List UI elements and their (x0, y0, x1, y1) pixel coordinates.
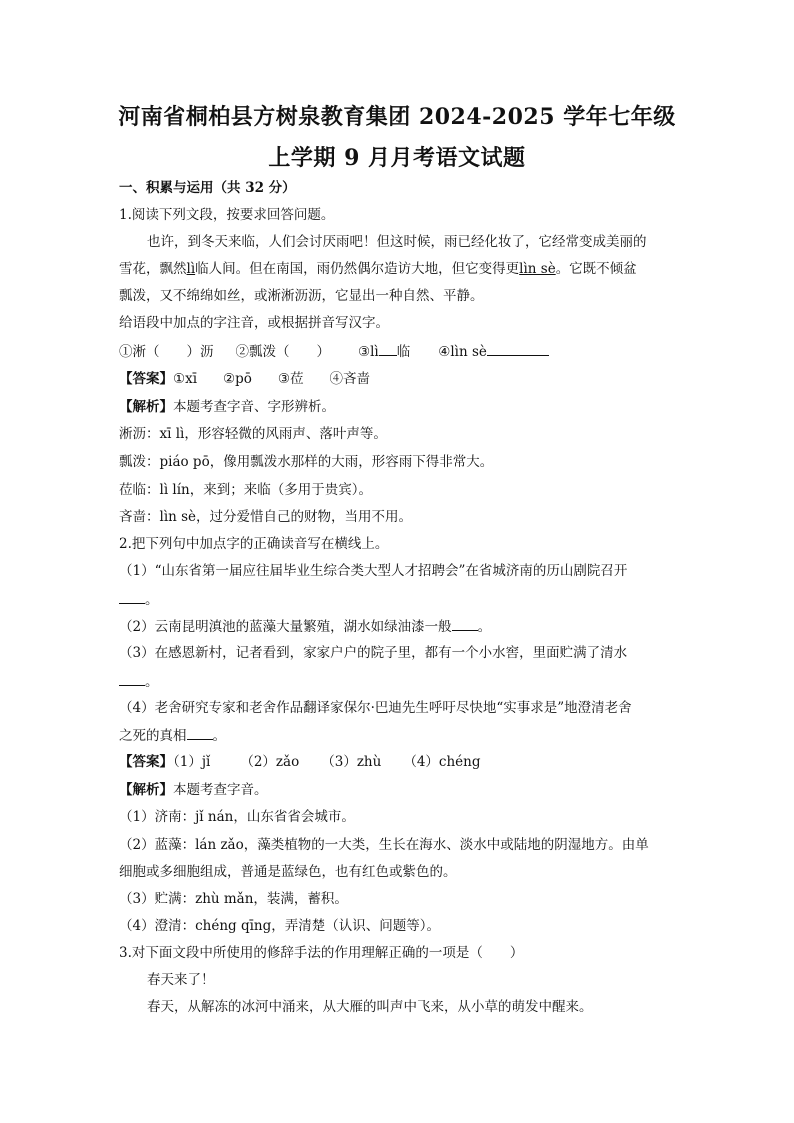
answer-3: （3）zhù (321, 754, 382, 770)
passage-text: 临人间。但在南国，雨仍然偶尔造访大地，但它变得更 (195, 261, 520, 277)
q2-stem: 2.把下列句中加点字的正确读音写在横线上。 (119, 536, 389, 552)
q2-answer (119, 753, 679, 771)
q3-passage-line2: 春天，从解冻的冰河中涌来，从大雁的叫声中飞来，从小草的萌发中醒来。 (147, 999, 593, 1015)
option-4: ④lìn sè (438, 344, 487, 360)
q2-sentence-3: （3）在感恩新村，记者看到，家家户户的院子里，都有一个小水窖，里面贮满了清水 (119, 645, 628, 661)
option-1: ①淅（ ）沥 (119, 344, 214, 360)
exam-title-line2: 上学期 9 月月考语文试题 (268, 145, 526, 171)
answer-blank[interactable] (487, 342, 549, 356)
answer-blank[interactable] (119, 590, 145, 604)
q2-note-2: （2）蓝藻：lán zǎo，藻类植物的一大类，生长在海水、淡水中或陆地的阴湿地方。由单 (119, 837, 649, 853)
answer-blank[interactable] (187, 726, 213, 740)
q1-note-4: 吝啬：lìn sè，过分爱惜自己的财物，当用不用。 (119, 509, 413, 525)
punctuation: 。 (212, 728, 226, 744)
q2-sentence-1: （1）“山东省第一届应往届毕业生综合类大型人才招聘会”在省城济南的历山剧院召开 (119, 563, 628, 579)
q2-note-3: （3）贮满：zhù mǎn，装满，蓄积。 (119, 891, 348, 907)
q2-sentence-4: （4）老舍研究专家和老舍作品翻译家保尔·巴迪先生呼吁尽快地“实事求是”地澄清老舍 (119, 700, 632, 716)
option-3-suffix: 临 (396, 344, 411, 360)
analysis-text: 本题考查字音、字形辨析。 (173, 399, 335, 415)
section-heading: 一、积累与运用（共 32 分） (119, 180, 296, 196)
sentence-text: 之死的真相 (119, 728, 187, 744)
q1-passage-line1: 也许，到冬天来临，人们会讨厌雨吧！但这时候，雨已经化妆了，它经常变成美丽的 (147, 234, 647, 250)
q2-sentence-4-cont (119, 726, 679, 745)
q2-sentence-2 (119, 617, 679, 636)
q1-note-2: 瓢泼：piáo pō，像用瓢泼水那样的大雨，形容雨下得非常大。 (119, 454, 494, 470)
q2-sentence-3-blank (119, 672, 679, 691)
q3-passage-line1: 春天来了！ (147, 972, 215, 988)
exam-title-line1: 河南省桐柏县方树泉教育集团 2024-2025 学年七年级 (118, 104, 676, 130)
answer-1: ①xī (173, 371, 198, 387)
answer-blank[interactable] (119, 672, 145, 686)
analysis-text: 本题考查字音。 (173, 782, 268, 798)
passage-text: 。它既不倾盆 (555, 261, 637, 277)
answer-4: ④吝啬 (329, 371, 371, 387)
answer-blank[interactable] (452, 617, 478, 631)
answer-blank[interactable] (379, 342, 397, 356)
q1-instruction: 给语段中加点的字注音，或根据拼音写汉字。 (119, 315, 389, 331)
pinyin-blank-li: lì (186, 261, 196, 277)
answer-label: 【答案】 (119, 371, 173, 387)
punctuation: 。 (477, 619, 492, 635)
answer-2: ②pō (223, 371, 252, 387)
answer-label: 【答案】 (119, 754, 173, 770)
q1-options (119, 342, 679, 361)
answer-1: （1）jǐ (173, 754, 211, 770)
q1-answer (119, 370, 679, 388)
q2-sentence-1-blank (119, 590, 679, 609)
analysis-label: 【解析】 (119, 399, 173, 415)
option-3: ③lì (358, 344, 379, 360)
answer-4: （4）chéng (403, 754, 481, 770)
q2-note-1: （1）济南：jǐ nán，山东省省会城市。 (119, 809, 355, 825)
pinyin-blank-linse: lìn sè (519, 261, 556, 277)
q2-analysis (119, 781, 679, 799)
q1-note-3: 莅临：lì lín，来到；来临（多用于贵宾）。 (119, 482, 373, 498)
q2-note-4: （4）澄清：chéng qīng，弄清楚（认识、问题等）。 (119, 918, 441, 934)
analysis-label: 【解析】 (119, 782, 173, 798)
q1-passage-line3: 瓢泼，又不绵绵如丝，或淅淅沥沥，它显出一种自然、平静。 (119, 288, 484, 304)
answer-3: ③莅 (277, 371, 304, 387)
answer-2: （2）zǎo (240, 754, 300, 770)
sentence-text: （2）云南昆明滇池的蓝藻大量繁殖，湖水如绿油漆一般 (119, 619, 452, 635)
q1-stem: 1.阅读下列文段，按要求回答问题。 (119, 207, 335, 223)
q3-stem: 3.对下面文段中所使用的修辞手法的作用理解正确的一项是（ ） (119, 945, 524, 961)
punctuation: 。 (145, 592, 159, 608)
option-2: ②瓢泼（ ） (235, 344, 330, 360)
punctuation: 。 (145, 674, 159, 690)
q1-passage-line2 (119, 260, 679, 278)
q2-note-2-cont: 细胞或多细胞组成，普通是蓝绿色，也有红色或紫色的。 (119, 864, 457, 880)
q1-analysis (119, 398, 679, 416)
passage-text: 雪花，飘然 (119, 261, 187, 277)
q1-note-1: 淅沥：xī lì，形容轻微的风雨声、落叶声等。 (119, 426, 387, 442)
